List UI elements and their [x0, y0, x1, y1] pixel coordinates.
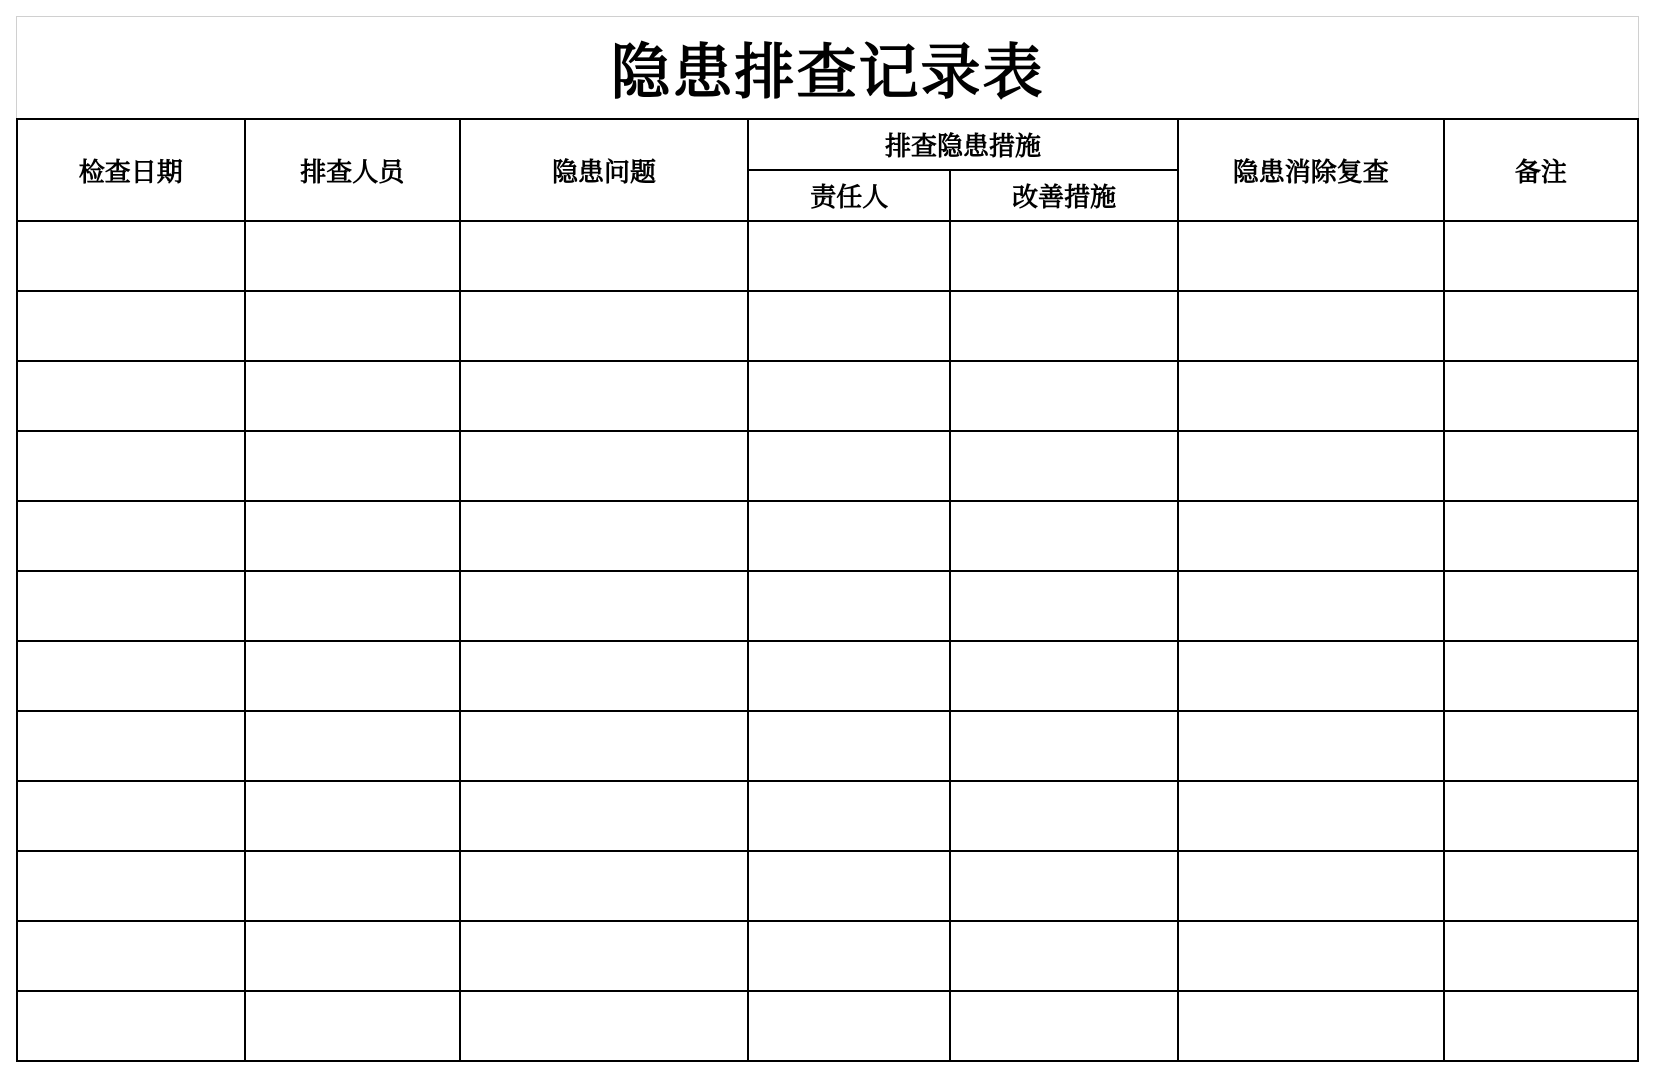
header-inspector: 排查人员 [245, 119, 460, 221]
table-row [17, 221, 1638, 291]
title-row [16, 16, 1639, 118]
cell-hazard-issue[interactable] [460, 781, 748, 851]
table-row [17, 431, 1638, 501]
cell-responsible-person[interactable] [748, 921, 950, 991]
header-row [17, 119, 1638, 170]
cell-responsible-person[interactable] [748, 991, 950, 1061]
cell-inspector[interactable] [245, 291, 460, 361]
cell-elimination-review[interactable] [1178, 291, 1444, 361]
table-row [17, 501, 1638, 571]
table-row [17, 711, 1638, 781]
header-hazard-issue: 隐患问题 [460, 119, 748, 221]
cell-elimination-review[interactable] [1178, 711, 1444, 781]
cell-responsible-person[interactable] [748, 851, 950, 921]
cell-inspector[interactable] [245, 571, 460, 641]
cell-remarks[interactable] [1444, 221, 1638, 291]
cell-remarks[interactable] [1444, 501, 1638, 571]
cell-remarks[interactable] [1444, 711, 1638, 781]
cell-inspector[interactable] [245, 221, 460, 291]
cell-hazard-issue[interactable] [460, 991, 748, 1061]
cell-inspector[interactable] [245, 851, 460, 921]
cell-remarks[interactable] [1444, 851, 1638, 921]
cell-responsible-person[interactable] [748, 221, 950, 291]
cell-improvement-measures[interactable] [950, 851, 1178, 921]
cell-hazard-issue[interactable] [460, 361, 748, 431]
cell-hazard-issue[interactable] [460, 431, 748, 501]
cell-improvement-measures[interactable] [950, 571, 1178, 641]
cell-remarks[interactable] [1444, 781, 1638, 851]
table-row [17, 571, 1638, 641]
cell-improvement-measures[interactable] [950, 781, 1178, 851]
cell-elimination-review[interactable] [1178, 571, 1444, 641]
cell-inspector[interactable] [245, 711, 460, 781]
cell-elimination-review[interactable] [1178, 361, 1444, 431]
table-body [17, 221, 1638, 1061]
cell-hazard-issue[interactable] [460, 711, 748, 781]
cell-check-date[interactable] [17, 851, 245, 921]
cell-check-date[interactable] [17, 711, 245, 781]
table-row [17, 291, 1638, 361]
header-measures-group: 排查隐患措施 [748, 119, 1178, 170]
header-check-date: 检查日期 [17, 119, 245, 221]
cell-improvement-measures[interactable] [950, 921, 1178, 991]
cell-elimination-review[interactable] [1178, 921, 1444, 991]
cell-hazard-issue[interactable] [460, 921, 748, 991]
cell-remarks[interactable] [1444, 921, 1638, 991]
table-row [17, 851, 1638, 921]
cell-check-date[interactable] [17, 431, 245, 501]
cell-improvement-measures[interactable] [950, 291, 1178, 361]
table-row [17, 991, 1638, 1061]
cell-check-date[interactable] [17, 991, 245, 1061]
page-title: 隐患排查记录表 [610, 37, 1045, 108]
cell-remarks[interactable] [1444, 641, 1638, 711]
cell-check-date[interactable] [17, 571, 245, 641]
cell-hazard-issue[interactable] [460, 221, 748, 291]
table-row [17, 781, 1638, 851]
cell-inspector[interactable] [245, 991, 460, 1061]
cell-improvement-measures[interactable] [950, 991, 1178, 1061]
cell-hazard-issue[interactable] [460, 291, 748, 361]
cell-elimination-review[interactable] [1178, 501, 1444, 571]
header-responsible-person: 责任人 [748, 170, 950, 221]
cell-hazard-issue[interactable] [460, 501, 748, 571]
record-table [16, 118, 1639, 1062]
cell-inspector[interactable] [245, 921, 460, 991]
header-elimination-review: 隐患消除复查 [1178, 119, 1444, 221]
header-remarks: 备注 [1444, 119, 1638, 221]
header-improvement-measures: 改善措施 [950, 170, 1178, 221]
cell-elimination-review[interactable] [1178, 781, 1444, 851]
table-row [17, 641, 1638, 711]
cell-improvement-measures[interactable] [950, 431, 1178, 501]
cell-check-date[interactable] [17, 641, 245, 711]
cell-hazard-issue[interactable] [460, 641, 748, 711]
cell-improvement-measures[interactable] [950, 711, 1178, 781]
cell-responsible-person[interactable] [748, 711, 950, 781]
cell-improvement-measures[interactable] [950, 641, 1178, 711]
cell-elimination-review[interactable] [1178, 431, 1444, 501]
table-row [17, 921, 1638, 991]
cell-inspector[interactable] [245, 361, 460, 431]
cell-remarks[interactable] [1444, 991, 1638, 1061]
cell-check-date[interactable] [17, 501, 245, 571]
cell-remarks[interactable] [1444, 291, 1638, 361]
cell-elimination-review[interactable] [1178, 991, 1444, 1061]
cell-check-date[interactable] [17, 781, 245, 851]
cell-inspector[interactable] [245, 641, 460, 711]
cell-responsible-person[interactable] [748, 291, 950, 361]
record-sheet [16, 16, 1639, 1062]
cell-elimination-review[interactable] [1178, 851, 1444, 921]
cell-improvement-measures[interactable] [950, 221, 1178, 291]
cell-elimination-review[interactable] [1178, 221, 1444, 291]
cell-check-date[interactable] [17, 921, 245, 991]
cell-hazard-issue[interactable] [460, 851, 748, 921]
cell-improvement-measures[interactable] [950, 501, 1178, 571]
cell-inspector[interactable] [245, 431, 460, 501]
cell-responsible-person[interactable] [748, 361, 950, 431]
cell-responsible-person[interactable] [748, 431, 950, 501]
cell-responsible-person[interactable] [748, 781, 950, 851]
cell-responsible-person[interactable] [748, 571, 950, 641]
cell-improvement-measures[interactable] [950, 361, 1178, 431]
cell-inspector[interactable] [245, 501, 460, 571]
cell-inspector[interactable] [245, 781, 460, 851]
cell-remarks[interactable] [1444, 571, 1638, 641]
cell-hazard-issue[interactable] [460, 571, 748, 641]
cell-remarks[interactable] [1444, 431, 1638, 501]
cell-responsible-person[interactable] [748, 641, 950, 711]
cell-check-date[interactable] [17, 291, 245, 361]
cell-elimination-review[interactable] [1178, 641, 1444, 711]
cell-remarks[interactable] [1444, 361, 1638, 431]
cell-responsible-person[interactable] [748, 501, 950, 571]
table-row [17, 361, 1638, 431]
cell-check-date[interactable] [17, 361, 245, 431]
cell-check-date[interactable] [17, 221, 245, 291]
